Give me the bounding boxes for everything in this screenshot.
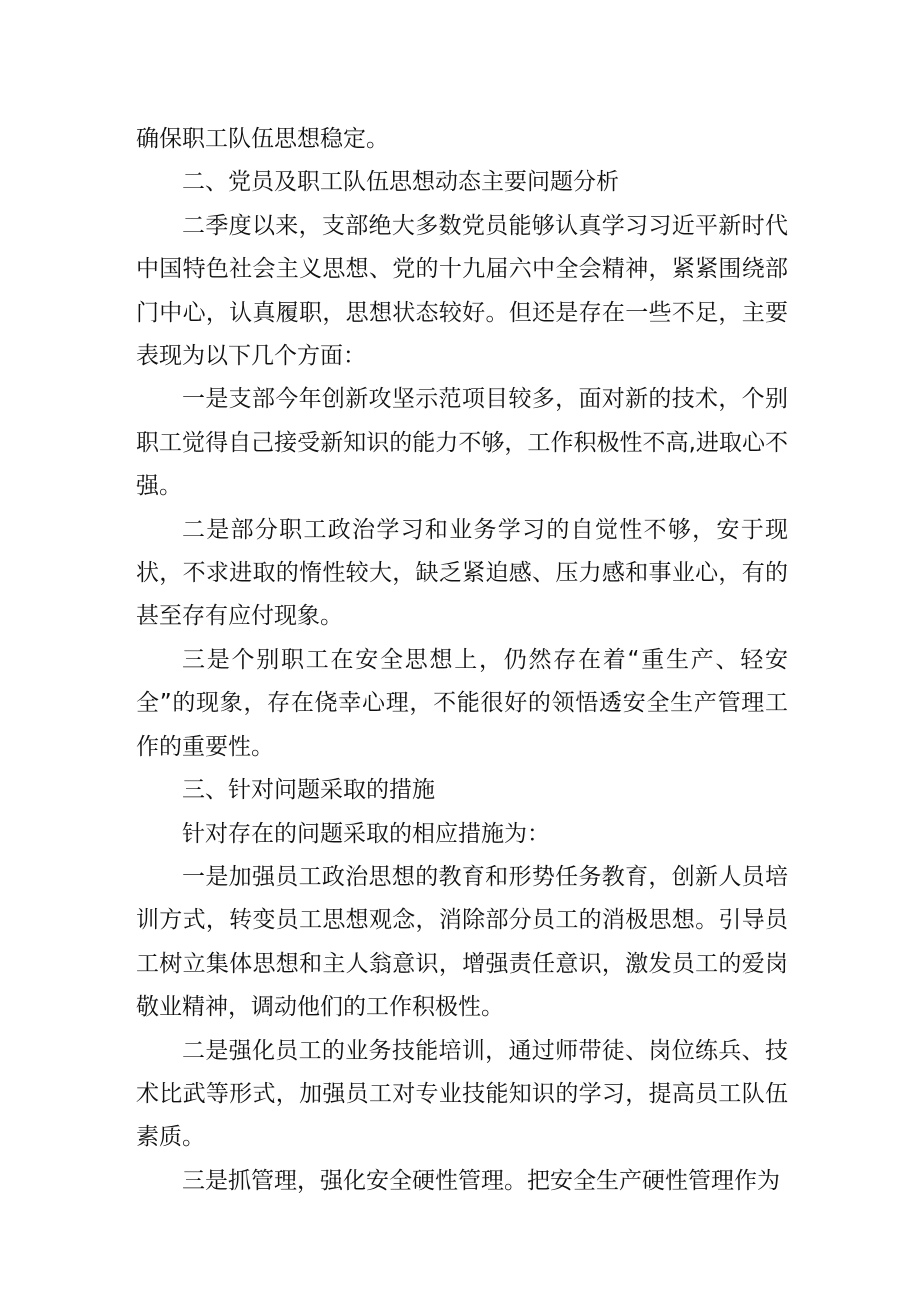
paragraph-measure-three: 三是抓管理，强化安全硬性管理。把安全生产硬性管理作为	[182, 1167, 780, 1194]
paragraph-overview: 二季度以来，支部绝大多数党员能够认真学习习近平新时代中国特色社会主义思想、党的十九届六中全会精神，紧紧围绕部门中心，认真履职，思想状态较好。但还是存在一些不足，主要表现为以下几个方面：	[136, 212, 788, 370]
paragraph-measures-intro: 针对存在的问题采取的相应措施为：	[182, 820, 550, 847]
paragraph-measure-one: 一是加强员工政治思想的教育和形势任务教育，创新人员培训方式，转变员工思想观念，消除部分员工的消极思想。引导员工树立集体思想和主人翁意识，增强责任意识，激发员工的爱岗敬业精神，调动他们的工作积极性。	[136, 863, 788, 1021]
paragraph-issue-one: 一是支部今年创新攻坚示范项目较多，面对新的技术，个别职工觉得自己接受新知识的能力不够，工作积极性不高,进取心不强。	[136, 386, 788, 500]
document-body	[136, 118, 788, 1203]
paragraph-issue-two: 二是部分职工政治学习和业务学习的自觉性不够，安于现状，不求进取的惰性较大，缺乏紧迫感、压力感和事业心，有的甚至存有应付现象。	[136, 516, 788, 630]
paragraph-issue-three: 三是个别职工在安全思想上，仍然存在着“重生产、轻安全”的现象，存在侥幸心理，不能很好的领悟透安全生产管理工作的重要性。	[136, 646, 788, 760]
paragraph-continuation: 确保职工队伍思想稳定。	[136, 126, 389, 152]
paragraph-measure-two: 二是强化员工的业务技能培训，通过师带徒、岗位练兵、技术比武等形式，加强员工对专业技能知识的学习，提高员工队伍素质。	[136, 1037, 788, 1151]
section-heading-measures: 三、针对问题采取的措施	[182, 777, 435, 804]
section-heading-problem-analysis: 二、党员及职工队伍思想动态主要问题分析	[182, 169, 619, 196]
